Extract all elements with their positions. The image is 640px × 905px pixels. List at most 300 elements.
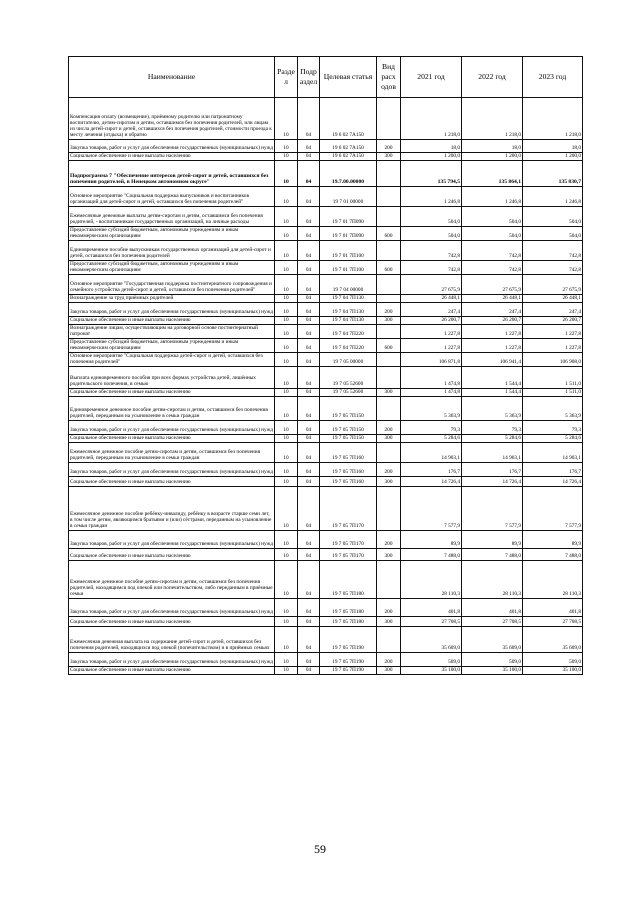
table-row <box>69 261 583 275</box>
cell-2021: 26 448,1 <box>401 295 462 303</box>
cell-podrazdel: 04 <box>298 653 320 667</box>
cell-2022: 509,0 <box>462 653 523 667</box>
cell-2021: 504,0 <box>401 207 462 227</box>
cell-2021: 5 284,6 <box>401 435 462 443</box>
table-row <box>69 653 583 667</box>
cell-2023: 26 448,1 <box>523 295 583 303</box>
cell-razdel: 10 <box>275 367 298 389</box>
cell-podrazdel: 04 <box>298 397 320 421</box>
cell-vid <box>377 98 401 140</box>
cell-celevaya: 19 7 05 52600 <box>320 367 377 389</box>
table-row <box>69 463 583 477</box>
cell-vid <box>377 241 401 261</box>
header-name: Наименование <box>69 57 275 98</box>
cell-name: Ежемесячное денежное пособие детям-сиротам и детям, оставшимся без попечения родителей, переданным на усыновление в семьи граждан <box>69 443 275 463</box>
cell-name: Ежемесячные денежные выплаты детям-сиротам и детям, оставшимся без попечения родителей, - воспитанникам государственных организаций, на личные расходы <box>69 207 275 227</box>
table-row <box>69 389 583 397</box>
cell-vid <box>377 295 401 303</box>
cell-2023: 27 675,9 <box>523 275 583 295</box>
cell-podrazdel: 04 <box>298 140 320 153</box>
cell-2023: 742,8 <box>523 261 583 275</box>
cell-name: Основное мероприятие "Социальная поддержка детей-сирот и детей, оставшихся без попечения родителей" <box>69 353 275 367</box>
cell-celevaya: 19 7 01 00000 <box>320 187 377 207</box>
cell-name: Социальное обеспечение и иные выплаты населению <box>69 667 275 675</box>
cell-2023: 14 903,1 <box>523 443 583 463</box>
cell-name: Социальное обеспечение и иные выплаты населению <box>69 153 275 161</box>
cell-celevaya: 19 6 02 7А150 <box>320 140 377 153</box>
header-vid: Вид расх одов <box>377 57 401 98</box>
cell-podrazdel: 04 <box>298 667 320 675</box>
cell-2023: 79,3 <box>523 421 583 435</box>
cell-2023: 742,8 <box>523 241 583 261</box>
cell-razdel: 10 <box>275 477 298 487</box>
header-razdel: Разде л <box>275 57 298 98</box>
cell-celevaya: 19 7 04 7П220 <box>320 325 377 339</box>
cell-razdel: 10 <box>275 98 298 140</box>
cell-2021: 28 110,3 <box>401 561 462 599</box>
cell-razdel: 10 <box>275 161 298 187</box>
cell-razdel: 10 <box>275 549 298 561</box>
cell-celevaya: 19 6 02 7А150 <box>320 153 377 161</box>
cell-name: Социальное обеспечение и иные выплаты населению <box>69 435 275 443</box>
cell-razdel: 10 <box>275 599 298 617</box>
table-row <box>69 317 583 325</box>
cell-2022: 28 110,3 <box>462 561 523 599</box>
cell-2022: 135 864,1 <box>462 161 523 187</box>
cell-vid: 300 <box>377 667 401 675</box>
cell-name: Основное мероприятие "Социальная поддержка выпускников и воспитанников организаций для детей-сирот и детей, оставшихся без попечения родителей" <box>69 187 275 207</box>
cell-vid: 300 <box>377 153 401 161</box>
header-podrazdel: Подр аздел <box>298 57 320 98</box>
cell-2022: 89,9 <box>462 531 523 549</box>
cell-podrazdel: 04 <box>298 599 320 617</box>
cell-2023: 1 511,0 <box>523 389 583 397</box>
header-2022: 2022 год <box>462 57 523 98</box>
cell-razdel: 10 <box>275 531 298 549</box>
cell-2022: 5 284,6 <box>462 435 523 443</box>
table-row <box>69 353 583 367</box>
table-row <box>69 561 583 599</box>
cell-name: Социальное обеспечение и иные выплаты населению <box>69 617 275 627</box>
cell-celevaya: 19 7 05 7П170 <box>320 549 377 561</box>
cell-razdel: 10 <box>275 397 298 421</box>
cell-2023: 509,0 <box>523 653 583 667</box>
cell-vid: 200 <box>377 599 401 617</box>
table-row <box>69 303 583 317</box>
cell-celevaya: 19 7 05 7П190 <box>320 667 377 675</box>
cell-podrazdel: 04 <box>298 275 320 295</box>
cell-2023: 135 830,7 <box>523 161 583 187</box>
table-row <box>69 227 583 241</box>
cell-vid: 200 <box>377 140 401 153</box>
cell-name: Предоставление субсидий бюджетным, автономным учреждениям и иным некоммерческим организациям <box>69 227 275 241</box>
cell-2022: 1 246,8 <box>462 187 523 207</box>
table-row <box>69 295 583 303</box>
cell-vid: 200 <box>377 653 401 667</box>
cell-2021: 742,8 <box>401 241 462 261</box>
cell-name: Ежемесячная денежная выплата на содержание детей-сирот и детей, оставшихся без попечения родителей, находящихся под опекой (попечительством) и в приёмных семьях <box>69 627 275 653</box>
cell-vid: 300 <box>377 549 401 561</box>
cell-2021: 742,8 <box>401 261 462 275</box>
cell-2022: 7 577,9 <box>462 487 523 531</box>
cell-2022: 1 544,4 <box>462 389 523 397</box>
cell-name: Закупка товаров, работ и услуг для обеспечения государственных (муниципальных) нужд <box>69 463 275 477</box>
cell-2021: 1 200,0 <box>401 153 462 161</box>
cell-podrazdel: 04 <box>298 261 320 275</box>
cell-razdel: 10 <box>275 303 298 317</box>
cell-razdel: 10 <box>275 653 298 667</box>
cell-2022: 401,8 <box>462 599 523 617</box>
cell-2022: 27 708,5 <box>462 617 523 627</box>
cell-2022: 5 363,9 <box>462 397 523 421</box>
cell-razdel: 10 <box>275 443 298 463</box>
cell-vid <box>377 161 401 187</box>
cell-podrazdel: 04 <box>298 98 320 140</box>
cell-razdel: 10 <box>275 295 298 303</box>
cell-razdel: 10 <box>275 617 298 627</box>
cell-2022: 1 544,4 <box>462 367 523 389</box>
cell-vid <box>377 443 401 463</box>
cell-name: Вознаграждение за труд приёмных родителей <box>69 295 275 303</box>
cell-celevaya: 19 7 05 7П150 <box>320 397 377 421</box>
header-2023: 2023 год <box>523 57 583 98</box>
cell-name: Закупка товаров, работ и услуг для обеспечения государственных (муниципальных) нужд <box>69 653 275 667</box>
cell-razdel: 10 <box>275 487 298 531</box>
cell-2022: 35 609,0 <box>462 627 523 653</box>
cell-celevaya: 19.7.00.00000 <box>320 161 377 187</box>
cell-razdel: 10 <box>275 187 298 207</box>
cell-razdel: 10 <box>275 353 298 367</box>
table-row <box>69 435 583 443</box>
cell-vid: 300 <box>377 435 401 443</box>
header-celevaya: Целевая статья <box>320 57 377 98</box>
cell-2022: 106 941,4 <box>462 353 523 367</box>
cell-podrazdel: 04 <box>298 531 320 549</box>
table-row <box>69 617 583 627</box>
cell-name: Основное мероприятие "Государственная поддержка постинтернатного сопровождения и семейного устройства детей-сирот и детей, оставшихся без попечения родителей" <box>69 275 275 295</box>
cell-podrazdel: 04 <box>298 435 320 443</box>
cell-vid <box>377 187 401 207</box>
cell-vid: 300 <box>377 317 401 325</box>
cell-2021: 7 488,0 <box>401 549 462 561</box>
cell-podrazdel: 04 <box>298 463 320 477</box>
cell-2023: 7 577,9 <box>523 487 583 531</box>
table-row <box>69 207 583 227</box>
cell-2021: 1 227,8 <box>401 325 462 339</box>
cell-2022: 27 675,9 <box>462 275 523 295</box>
cell-2021: 27 675,9 <box>401 275 462 295</box>
table-row <box>69 549 583 561</box>
cell-2023: 5 284,6 <box>523 435 583 443</box>
cell-name: Компенсация оплату (возмещение), приёмному родителю или патронатному воспитателю, детям-сиротам и детям, оставшимся без попечения родителей, или лицам из числа детей-сирот и детей, оставшихся без попечения родителей, стоимости проезда к месту лечения (отдыха) и обратно <box>69 98 275 140</box>
page-number: 59 <box>314 842 326 856</box>
cell-2023: 1 246,8 <box>523 187 583 207</box>
cell-name: Социальное обеспечение и иные выплаты населению <box>69 549 275 561</box>
cell-2023: 7 488,0 <box>523 549 583 561</box>
table-row <box>69 599 583 617</box>
table-row <box>69 667 583 675</box>
cell-2022: 18,0 <box>462 140 523 153</box>
table-row <box>69 421 583 435</box>
cell-celevaya: 19 7 05 00000 <box>320 353 377 367</box>
cell-2023: 247,4 <box>523 303 583 317</box>
cell-2021: 14 903,1 <box>401 443 462 463</box>
cell-celevaya: 19 7 04 7П130 <box>320 303 377 317</box>
cell-2021: 1 218,0 <box>401 98 462 140</box>
cell-podrazdel: 04 <box>298 477 320 487</box>
table-row <box>69 187 583 207</box>
cell-name: Вознаграждение лицам, осуществляющим на договорной основе постинтернатный патронат <box>69 325 275 339</box>
cell-2022: 742,8 <box>462 241 523 261</box>
table-row <box>69 98 583 140</box>
budget-table <box>68 56 583 675</box>
cell-vid <box>377 397 401 421</box>
cell-2023: 28 110,3 <box>523 561 583 599</box>
cell-2021: 1 246,8 <box>401 187 462 207</box>
table-row <box>69 140 583 153</box>
cell-2022: 742,8 <box>462 261 523 275</box>
cell-2023: 401,8 <box>523 599 583 617</box>
cell-podrazdel: 04 <box>298 549 320 561</box>
cell-2023: 18,0 <box>523 140 583 153</box>
table-row <box>69 397 583 421</box>
cell-name: Социальное обеспечение и иные выплаты населению <box>69 477 275 487</box>
cell-vid <box>377 207 401 227</box>
cell-2023: 1 218,0 <box>523 98 583 140</box>
cell-2022: 7 488,0 <box>462 549 523 561</box>
cell-celevaya: 19 7 01 7П090 <box>320 207 377 227</box>
cell-2021: 26 200,7 <box>401 317 462 325</box>
cell-podrazdel: 04 <box>298 617 320 627</box>
cell-2022: 1 227,8 <box>462 339 523 353</box>
cell-vid: 300 <box>377 617 401 627</box>
cell-name: Социальное обеспечение и иные выплаты населению <box>69 389 275 397</box>
cell-celevaya: 19 7 05 7П160 <box>320 477 377 487</box>
cell-2021: 7 577,9 <box>401 487 462 531</box>
cell-celevaya: 19 7 05 7П180 <box>320 617 377 627</box>
cell-2022: 1 218,0 <box>462 98 523 140</box>
cell-2023: 176,7 <box>523 463 583 477</box>
cell-podrazdel: 04 <box>298 153 320 161</box>
cell-vid: 300 <box>377 389 401 397</box>
cell-2021: 14 726,4 <box>401 477 462 487</box>
cell-2023: 1 511,0 <box>523 367 583 389</box>
cell-razdel: 10 <box>275 463 298 477</box>
cell-2021: 89,9 <box>401 531 462 549</box>
cell-podrazdel: 04 <box>298 207 320 227</box>
cell-name: Закупка товаров, работ и услуг для обеспечения государственных (муниципальных) нужд <box>69 303 275 317</box>
cell-2023: 1 200,0 <box>523 153 583 161</box>
cell-vid: 200 <box>377 421 401 435</box>
cell-celevaya: 19 7 05 52600 <box>320 389 377 397</box>
cell-razdel: 10 <box>275 227 298 241</box>
cell-2023: 1 227,8 <box>523 325 583 339</box>
cell-2021: 1 227,8 <box>401 339 462 353</box>
cell-2022: 1 200,0 <box>462 153 523 161</box>
cell-razdel: 10 <box>275 140 298 153</box>
cell-name: Закупка товаров, работ и услуг для обеспечения государственных (муниципальных) нужд <box>69 421 275 435</box>
cell-2021: 1 474,8 <box>401 389 462 397</box>
cell-celevaya: 19 7 04 7П220 <box>320 339 377 353</box>
cell-celevaya: 19 7 05 7П160 <box>320 463 377 477</box>
cell-2021: 135 794,5 <box>401 161 462 187</box>
cell-razdel: 10 <box>275 667 298 675</box>
cell-podrazdel: 04 <box>298 241 320 261</box>
cell-2021: 35 609,0 <box>401 627 462 653</box>
cell-razdel: 10 <box>275 317 298 325</box>
table-row <box>69 339 583 353</box>
cell-name: Ежемесячное денежное пособие детям-сиротам и детям, оставшимся без попечения родителей, находящимся под опекой или попечительством, либо переданным в приёмные семьи <box>69 561 275 599</box>
cell-vid: 200 <box>377 303 401 317</box>
table-row <box>69 443 583 463</box>
cell-podrazdel: 04 <box>298 317 320 325</box>
cell-name: Предоставление субсидий бюджетным, автономным учреждениям и иным некоммерческим организациям <box>69 339 275 353</box>
cell-name: Социальное обеспечение и иные выплаты населению <box>69 317 275 325</box>
cell-name: Закупка товаров, работ и услуг для обеспечения государственных (муниципальных) нужд <box>69 599 275 617</box>
cell-razdel: 10 <box>275 241 298 261</box>
cell-2021: 79,3 <box>401 421 462 435</box>
cell-podrazdel: 04 <box>298 367 320 389</box>
cell-2021: 1 474,8 <box>401 367 462 389</box>
cell-celevaya: 19 7 01 7П090 <box>320 227 377 241</box>
cell-2022: 14 726,4 <box>462 477 523 487</box>
cell-2023: 89,9 <box>523 531 583 549</box>
cell-podrazdel: 04 <box>298 295 320 303</box>
cell-podrazdel: 04 <box>298 303 320 317</box>
cell-razdel: 10 <box>275 261 298 275</box>
cell-podrazdel: 04 <box>298 227 320 241</box>
cell-2023: 26 200,7 <box>523 317 583 325</box>
cell-razdel: 10 <box>275 275 298 295</box>
cell-2021: 176,7 <box>401 463 462 477</box>
cell-2021: 401,8 <box>401 599 462 617</box>
cell-2021: 247,4 <box>401 303 462 317</box>
cell-2023: 35 609,0 <box>523 627 583 653</box>
cell-2021: 504,0 <box>401 227 462 241</box>
cell-celevaya: 19 7 05 7П180 <box>320 599 377 617</box>
cell-2022: 1 227,8 <box>462 325 523 339</box>
cell-podrazdel: 04 <box>298 389 320 397</box>
cell-vid <box>377 561 401 599</box>
cell-razdel: 10 <box>275 435 298 443</box>
cell-razdel: 10 <box>275 627 298 653</box>
cell-2021: 27 708,5 <box>401 617 462 627</box>
table-row <box>69 487 583 531</box>
cell-2023: 106 908,0 <box>523 353 583 367</box>
cell-2021: 18,0 <box>401 140 462 153</box>
cell-2023: 504,0 <box>523 227 583 241</box>
cell-podrazdel: 04 <box>298 339 320 353</box>
cell-vid <box>377 367 401 389</box>
cell-razdel: 10 <box>275 153 298 161</box>
cell-vid: 600 <box>377 227 401 241</box>
cell-celevaya: 19 7 05 7П190 <box>320 627 377 653</box>
table-body <box>69 98 583 675</box>
cell-podrazdel: 04 <box>298 627 320 653</box>
cell-2023: 504,0 <box>523 207 583 227</box>
header-2021: 2021 год <box>401 57 462 98</box>
cell-vid <box>377 275 401 295</box>
cell-celevaya: 19 6 02 7А150 <box>320 98 377 140</box>
cell-2023: 5 363,9 <box>523 397 583 421</box>
table-row <box>69 161 583 187</box>
cell-2023: 35 100,0 <box>523 667 583 675</box>
cell-name: Предоставление субсидий бюджетным, автономным учреждениям и иным некоммерческим организациям <box>69 261 275 275</box>
table-row <box>69 531 583 549</box>
table-row <box>69 153 583 161</box>
cell-razdel: 10 <box>275 207 298 227</box>
cell-celevaya: 19 7 05 7П190 <box>320 653 377 667</box>
cell-celevaya: 19 7 05 7П150 <box>320 435 377 443</box>
cell-2022: 26 448,1 <box>462 295 523 303</box>
cell-celevaya: 19 7 05 7П170 <box>320 531 377 549</box>
cell-2021: 509,0 <box>401 653 462 667</box>
cell-name: Закупка товаров, работ и услуг для обеспечения государственных (муниципальных) нужд <box>69 140 275 153</box>
table-row <box>69 477 583 487</box>
table-row <box>69 627 583 653</box>
cell-celevaya: 19 7 04 00000 <box>320 275 377 295</box>
cell-name: Ежемесячное денежное пособие ребёнку-инвалиду, ребёнку в возрасте старше семи лет, в том числе детям, являющимся братьями и (или) сёстрами, переданным на усыновление в семьи граждан <box>69 487 275 531</box>
cell-celevaya: 19 7 01 7П100 <box>320 261 377 275</box>
cell-2022: 26 200,7 <box>462 317 523 325</box>
cell-name: Единовременное пособие выпускникам государственных организаций для детей-сирот и детей, оставшихся без попечения родителей <box>69 241 275 261</box>
table-header-row <box>69 57 583 98</box>
cell-razdel: 10 <box>275 325 298 339</box>
cell-podrazdel: 04 <box>298 161 320 187</box>
cell-vid: 200 <box>377 463 401 477</box>
cell-2022: 247,4 <box>462 303 523 317</box>
cell-2023: 14 726,4 <box>523 477 583 487</box>
cell-name: Выплата единовременного пособия при всех формах устройства детей, лишённых родительского попечения, в семью <box>69 367 275 389</box>
cell-podrazdel: 04 <box>298 187 320 207</box>
cell-podrazdel: 04 <box>298 325 320 339</box>
cell-2021: 106 871,8 <box>401 353 462 367</box>
cell-2023: 27 708,5 <box>523 617 583 627</box>
cell-name: Подпрограмма 7 "Обеспечение интересов детей-сирот и детей, оставшихся без попечения родителей, в Ненецком автономном округе" <box>69 161 275 187</box>
cell-celevaya: 19 7 05 7П150 <box>320 421 377 435</box>
table-row <box>69 275 583 295</box>
table-row <box>69 325 583 339</box>
cell-2022: 35 100,0 <box>462 667 523 675</box>
cell-2022: 504,0 <box>462 207 523 227</box>
cell-2022: 504,0 <box>462 227 523 241</box>
table-row <box>69 241 583 261</box>
cell-vid: 300 <box>377 477 401 487</box>
cell-2021: 35 100,0 <box>401 667 462 675</box>
cell-vid <box>377 627 401 653</box>
cell-razdel: 10 <box>275 421 298 435</box>
cell-celevaya: 19 7 04 7П130 <box>320 295 377 303</box>
cell-podrazdel: 04 <box>298 353 320 367</box>
cell-razdel: 10 <box>275 561 298 599</box>
cell-2021: 5 363,9 <box>401 397 462 421</box>
cell-2022: 14 903,1 <box>462 443 523 463</box>
cell-name: Единовременное денежное пособие детям-сиротам и детям, оставшимся без попечения родителей, переданным на усыновление в семьи граждан <box>69 397 275 421</box>
cell-celevaya: 19 7 05 7П170 <box>320 487 377 531</box>
cell-razdel: 10 <box>275 339 298 353</box>
cell-name: Закупка товаров, работ и услуг для обеспечения государственных (муниципальных) нужд <box>69 531 275 549</box>
cell-celevaya: 19 7 05 7П160 <box>320 443 377 463</box>
cell-vid <box>377 487 401 531</box>
cell-vid: 600 <box>377 339 401 353</box>
cell-2022: 176,7 <box>462 463 523 477</box>
cell-razdel: 10 <box>275 389 298 397</box>
cell-celevaya: 19 7 01 7П100 <box>320 241 377 261</box>
table-row <box>69 367 583 389</box>
cell-vid <box>377 325 401 339</box>
cell-celevaya: 19 7 05 7П180 <box>320 561 377 599</box>
cell-vid: 600 <box>377 261 401 275</box>
